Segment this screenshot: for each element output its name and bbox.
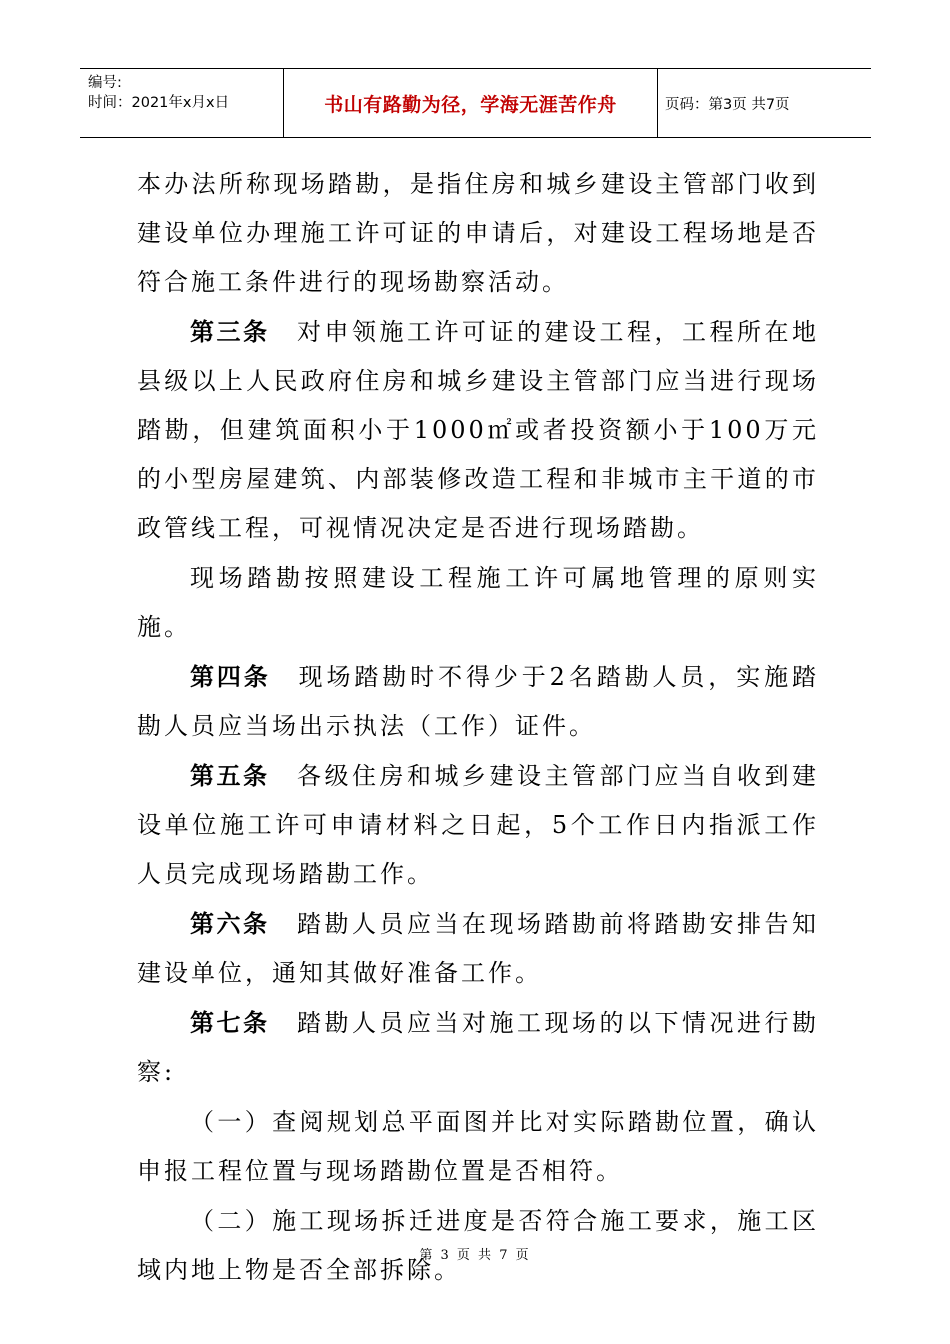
article-heading: 第五条	[190, 762, 270, 790]
document-header	[80, 68, 871, 138]
page-footer: 第 3 页 共 7 页	[419, 1248, 531, 1263]
article-3	[137, 308, 819, 553]
serial-number-label: 编号:	[88, 75, 122, 91]
header-meta	[88, 73, 229, 113]
date-label: 时间：2021年x月x日	[88, 95, 230, 111]
article-5	[137, 752, 819, 899]
article-heading: 第四条	[190, 663, 271, 691]
paragraph-jurisdiction: 现场踏勘按照建设工程施工许可属地管理的原则实施。	[137, 564, 819, 641]
article-heading: 第三条	[190, 318, 270, 346]
header-page-info: 页码：第3页 共7页	[665, 96, 790, 113]
article-7	[137, 999, 819, 1097]
list-item-1: （一）查阅规划总平面图并比对实际踏勘位置，确认申报工程位置与现场踏勘位置是否相符。	[137, 1108, 819, 1185]
list-item-2: （二）施工现场拆迁进度是否符合施工要求，施工区域内地上物是否全部拆除。	[137, 1207, 819, 1284]
article-heading: 第七条	[190, 1009, 270, 1037]
paragraph-definition: 本办法所称现场踏勘，是指住房和城乡建设主管部门收到建设单位办理施工许可证的申请后，对建设工程场地是否符合施工条件进行的现场勘察活动。	[137, 170, 819, 296]
article-text: 踏勘人员应当在现场踏勘前将踏勘安排告知建设单位，通知其做好准备工作。	[137, 910, 819, 987]
article-heading: 第六条	[190, 910, 270, 938]
document-body	[137, 160, 819, 1296]
article-text: 现场踏勘时不得少于2名踏勘人员，实施踏勘人员应当场出示执法（工作）证件。	[137, 663, 820, 740]
article-text: 踏勘人员应当对施工现场的以下情况进行勘察:	[137, 1009, 819, 1086]
article-text: 各级住房和城乡建设主管部门应当自收到建设单位施工许可申请材料之日起，5个工作日内指派工作人员完成现场踏勘工作。	[137, 762, 819, 888]
article-text: 对申领施工许可证的建设工程，工程所在地县级以上人民政府住房和城乡建设主管部门应当进行现场踏勘，但建筑面积小于1000㎡或者投资额小于100万元的小型房屋建筑、内部装修改造工程和非城市主干道的市政管线工程，可视情况决定是否进行现场踏勘。	[137, 318, 819, 542]
article-4	[137, 653, 819, 751]
header-motto: 书山有路勤为径，学海无涯苦作舟	[324, 93, 617, 116]
article-6	[137, 900, 819, 998]
